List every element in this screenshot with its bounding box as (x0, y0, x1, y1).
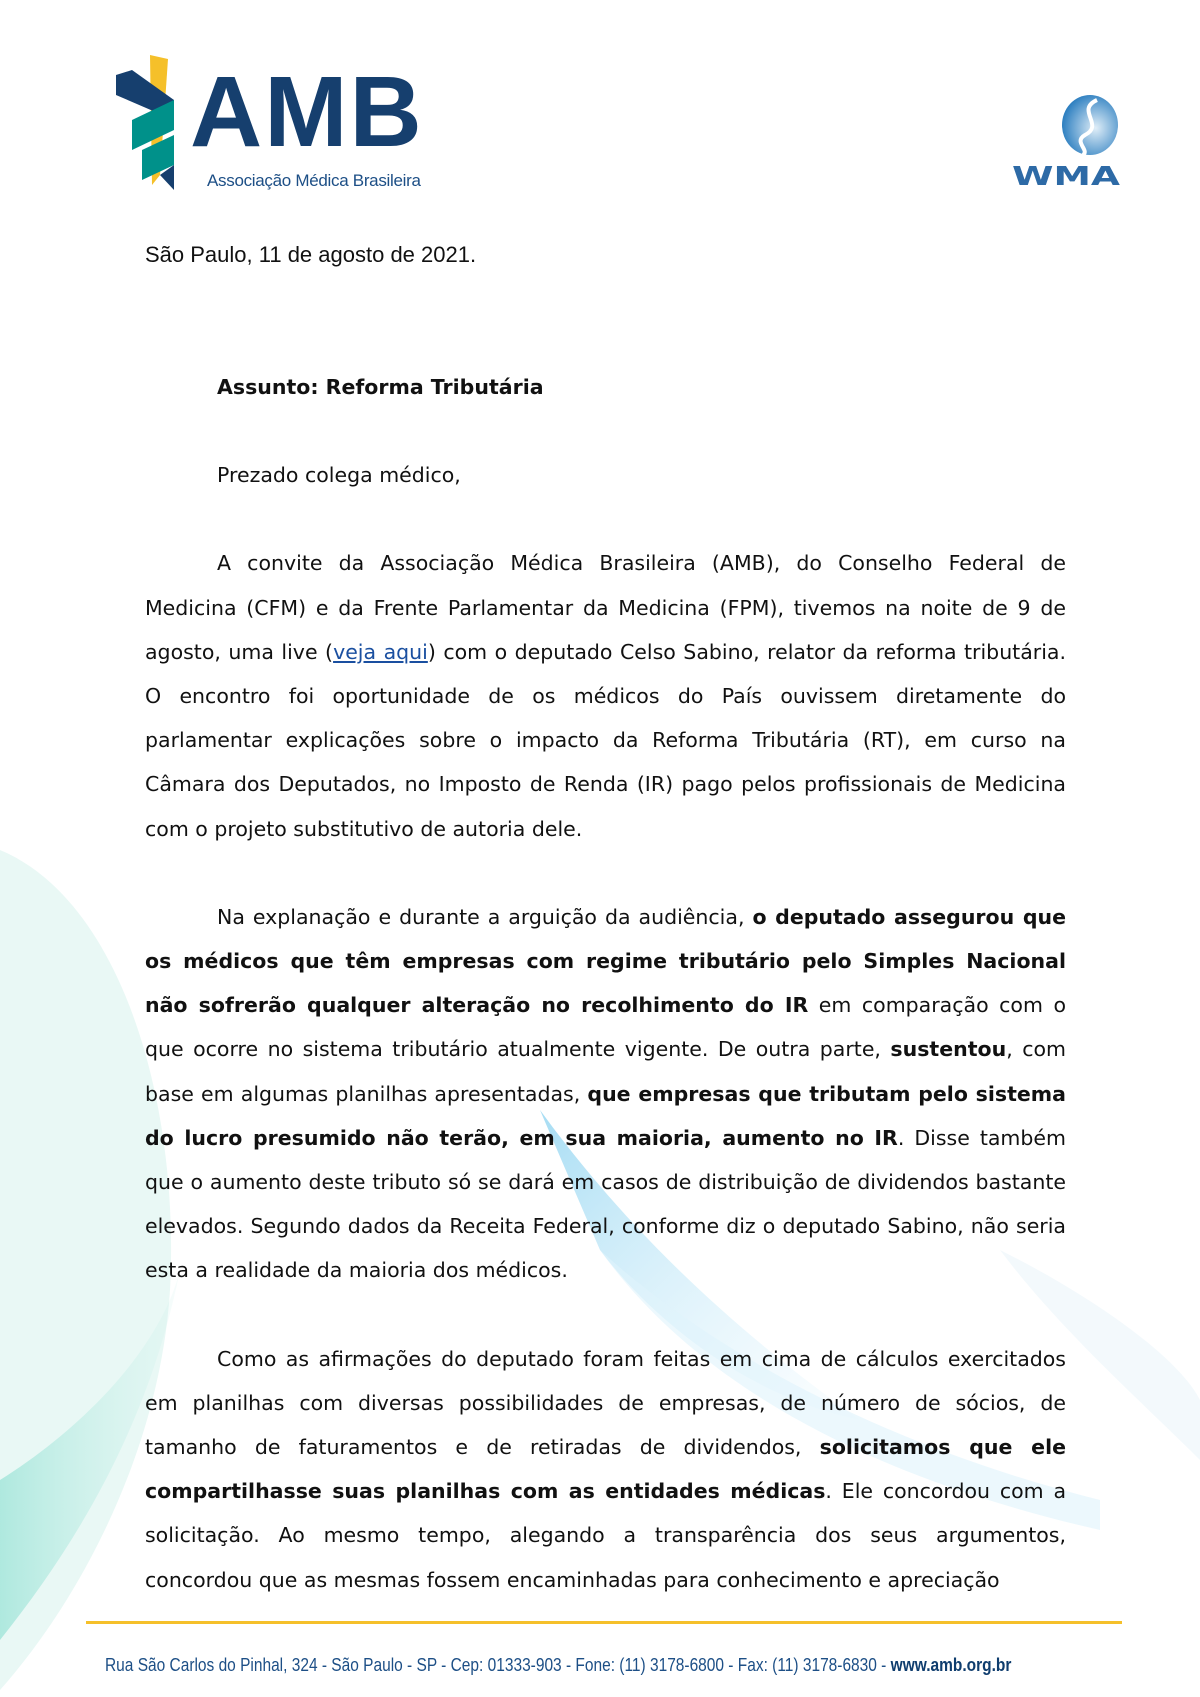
wma-logo (1005, 90, 1125, 190)
watch-live-link[interactable]: veja aqui (333, 639, 428, 664)
text-segment: ) com o deputado Celso Sabino, relator da reforma tributária. O encontro foi oportunidade de os médicos do País ouvissem diretamente do parlamentar explicações sobre o impacto da Reforma Tributária (RT), em curso na Câmara dos Deputados, no Imposto de Renda (IR) pago pelos profissionais de Medicina com o projeto substitutivo de autoria dele. (145, 639, 1066, 841)
footer-address: Rua São Carlos do Pinhal, 324 - São Paulo - SP - Cep: 01333-903 - Fone: (11) 3178-6800 - Fax: (11) 3178-6830 - (105, 1655, 891, 1675)
bold-text: o deputado assegurou que os médicos que têm empresas com regime tributário pelo Simples Nacional não sofrerão qualquer alteração no recolhimento do IR (145, 904, 1066, 1018)
text-segment: . Disse também que o aumento deste tributo só se dará em casos de distribuição de dividendos bastante elevados. Segundo dados da Receita Federal, conforme diz o deputado Sabino, não seria esta a realidade da maioria dos médicos. (145, 1125, 1066, 1283)
wma-logo-text: WMA (1012, 162, 1120, 190)
paragraph (145, 541, 1066, 850)
text-segment: . Ele concordou com a solicitação. Ao mesmo tempo, alegando a transparência dos seus argumentos, concordou que as mesmas fossem encaminhadas para conhecimento e apreciação (145, 1479, 1067, 1592)
amb-logo-emblem (112, 55, 182, 195)
paragraph (145, 1337, 1066, 1602)
text-segment: , com base em algumas planilhas apresentadas, (145, 1037, 1066, 1106)
letter-date: São Paulo, 11 de agosto de 2021. (145, 242, 477, 267)
footer-divider (86, 1621, 1122, 1624)
amb-logo-text: AMB (190, 56, 424, 168)
footer-website-link[interactable]: www.amb.org.br (890, 1655, 1012, 1675)
bold-text: sustentou (890, 1037, 1007, 1062)
letter-body (145, 365, 1066, 1602)
bold-text: que empresas que tributam pelo sistema do lucro presumido não terão, em sua maioria, aumento no IR (145, 1081, 1066, 1150)
text-segment: Na explanação e durante a arguição da audiência, (217, 904, 753, 929)
text-segment: Como as afirmações do deputado foram feitas em cima de cálculos exercitados em planilhas com diversas possibilidades de empresas, de número de sócios, de tamanho de faturamentos e de retiradas de dividendos, (145, 1346, 1066, 1460)
text-segment: A convite da Associação Médica Brasileira (AMB), do Conselho Federal de Medicina (CFM) e da Frente Parlamentar da Medicina (FPM), tivemos na noite de 9 de agosto, uma live ( (145, 551, 1066, 664)
letter-greeting: Prezado colega médico, (217, 463, 461, 488)
letter-subject: Assunto: Reforma Tributária (217, 375, 544, 399)
text-segment: em comparação com o que ocorre no sistema tributário atualmente vigente. De outra parte, (145, 993, 1066, 1062)
bold-text: solicitamos que ele compartilhasse suas planilhas com as entidades médicas (145, 1435, 1067, 1504)
amb-logo-subtitle: Associação Médica Brasileira (207, 171, 421, 190)
paragraph (145, 895, 1066, 1293)
footer-contact (105, 1655, 1011, 1676)
